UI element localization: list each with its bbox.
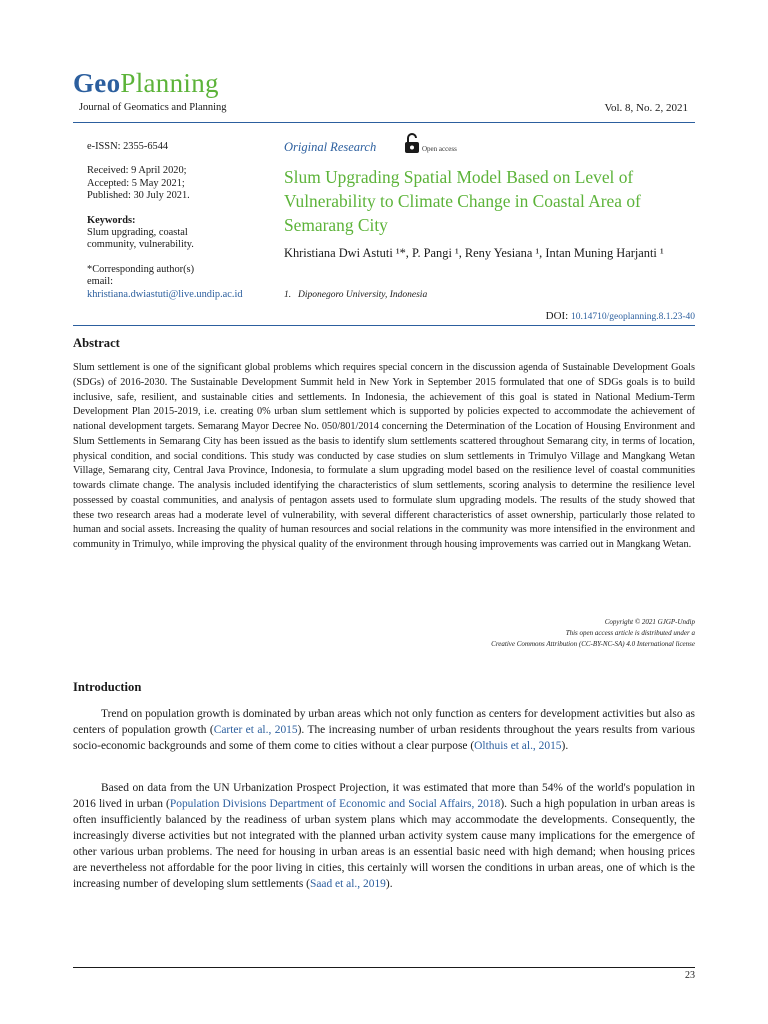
copyright-line-2: This open access article is distributed under a: [565, 629, 695, 637]
abstract-text: Slum settlement is one of the significant global problems which requires special concern in the discussion agenda of Sustainable Development Goals (SDGs) of 2016-2030. The Sustainable Development Summit held in New York in September 2015 formulated that one of SDGs goals is to build inclusive, safe, resilient, and sustainable cities and settlements. In Indonesia, the achievement of this goal is stated in National Medium-Term Development Plan 2015-2019, i.e. creating 0% urban slum settlement which is supported by policies expected to accommodate the achievement of national development targets. Semarang Mayor Decree No. 050/801/2014 concerning the Determination of the Location of Housing Environment and Slum Settlements in Semarang City has been issued as the basis to identify slum settlements scattered throughout Semarang city, in terms of location, physical condition, and social conditions. This study was conducted by case studies on slum settlements in Trimulyo Village and Mangkang Wetan Village, Semarang city, Central Java Province, Indonesia, to formulate a slum upgrading model based on the resilience level of coastal communities towards climate change. The analysis included identifying the characteristics of slum settlements, scoring analysis to determine the resilience level possessed by coastal communities, and analysis of pentagon assets used to formulate slum upgrading models. The results of the study showed that these two research areas had a moderate level of vulnerability, with several different characteristics of asset ownership, particularly those related to human and social assets. Increasing the quality of human resources and social relations in the community was more intensified in the environment and community in Trimulyo, while improving the physical quality of the environment through housing improvements was carried out in Mangkang Wetan.: [73, 362, 695, 550]
logo-planning-text: Planning: [120, 68, 219, 98]
accepted-date: Accepted: 5 May 2021;: [87, 177, 185, 189]
open-access-icon: [404, 132, 420, 159]
page-number: 23: [685, 970, 695, 981]
author-list: Khristiana Dwi Astuti ¹*, P. Pangi ¹, Reny Yesiana ¹, Intan Muning Harjanti ¹: [284, 246, 664, 260]
p2-text-a: Based on data from the UN Urbanization Prospect Projection, it was estimated that more than 54% of the world's population in 2016 lived in urban (: [73, 782, 695, 811]
p2-text-c: ).: [385, 878, 393, 891]
p1-text-c: ).: [561, 740, 569, 753]
eissn: e-ISSN: 2355-6544: [87, 141, 169, 152]
keywords-line-1: Slum upgrading, coastal: [87, 227, 188, 239]
journal-logo: [73, 68, 219, 99]
keywords-line-2: community, vulnerability.: [87, 239, 194, 251]
intro-paragraph-1: [73, 706, 695, 754]
abstract-heading: Abstract: [73, 336, 120, 350]
citation-link[interactable]: Olthuis et al., 2015: [474, 740, 562, 753]
footer-divider: [73, 967, 695, 968]
citation-link[interactable]: Population Divisions Department of Economic and Social Affairs, 2018: [169, 798, 501, 811]
affiliation-text: Diponegoro University, Indonesia: [298, 290, 428, 300]
copyright-notice: [491, 617, 695, 650]
article-title: Slum Upgrading Spatial Model Based on Level of Vulnerability to Climate Change in Coastal Area of Semarang City: [284, 167, 641, 235]
doi-link[interactable]: 10.14710/geoplanning.8.1.23-40: [570, 312, 695, 322]
citation-link[interactable]: Saad et al., 2019: [309, 878, 386, 891]
p2-text-b: ). Such a high population in urban areas is often insufficiently balanced by the readiness of urban system plans which may accommodate the developments. Consequently, the increasingly diverse activities but not integrated with the planned urban activity system cause many implications for the emergence of other various urban problems. The need for housing in urban areas is an essential basic need with high demand; when housing prices are nevertheless not affordable for the poor living in cities, this certainly will worsen the conditions in urban areas, one of which is the increasing number of developing slum settlements (: [73, 798, 695, 891]
introduction-heading: Introduction: [73, 680, 142, 694]
article-type: Original Research: [284, 140, 377, 154]
copyright-line-1: Copyright © 2021 GJGP-Undip: [604, 618, 695, 626]
volume-info: Vol. 8, No. 2, 2021: [604, 102, 688, 114]
header-divider: [73, 122, 695, 123]
open-access-label: Open access: [422, 145, 457, 153]
doi: [546, 310, 695, 322]
correspondence-block: [87, 264, 257, 301]
intro-paragraph-2: [73, 780, 695, 892]
email-label: email:: [87, 276, 113, 288]
affiliation: [284, 290, 427, 300]
keywords-block: [87, 215, 257, 252]
journal-subtitle: Journal of Geomatics and Planning: [79, 102, 227, 113]
p1-text-b: ). The increasing number of urban residents throughout the years results from various socio-economic backgrounds and some of them come to cities without a clear purpose (: [73, 724, 695, 753]
doi-label: DOI:: [545, 310, 569, 322]
p1-text-a: Trend on population growth is dominated by urban areas which not only function as centers for development activities but also as centers of population growth (: [73, 708, 695, 737]
citation-link[interactable]: Carter et al., 2015: [213, 724, 298, 737]
keywords-label: Keywords:: [87, 214, 136, 226]
published-date: Published: 30 July 2021.: [87, 190, 190, 202]
received-date: Received: 9 April 2020;: [87, 165, 187, 177]
abstract-divider: [73, 325, 695, 326]
affiliation-number: 1.: [284, 290, 292, 300]
dates-block: [87, 165, 257, 202]
license-line: Creative Commons Attribution (CC-BY-NC-SA) 4.0 International license: [491, 640, 695, 648]
author-email-link[interactable]: khristiana.dwiastuti@live.undip.ac.id: [87, 288, 243, 300]
corresponding-label: *Corresponding author(s): [87, 263, 195, 275]
article-sidebar: [87, 141, 257, 313]
logo-geo-text: Geo: [73, 68, 121, 98]
